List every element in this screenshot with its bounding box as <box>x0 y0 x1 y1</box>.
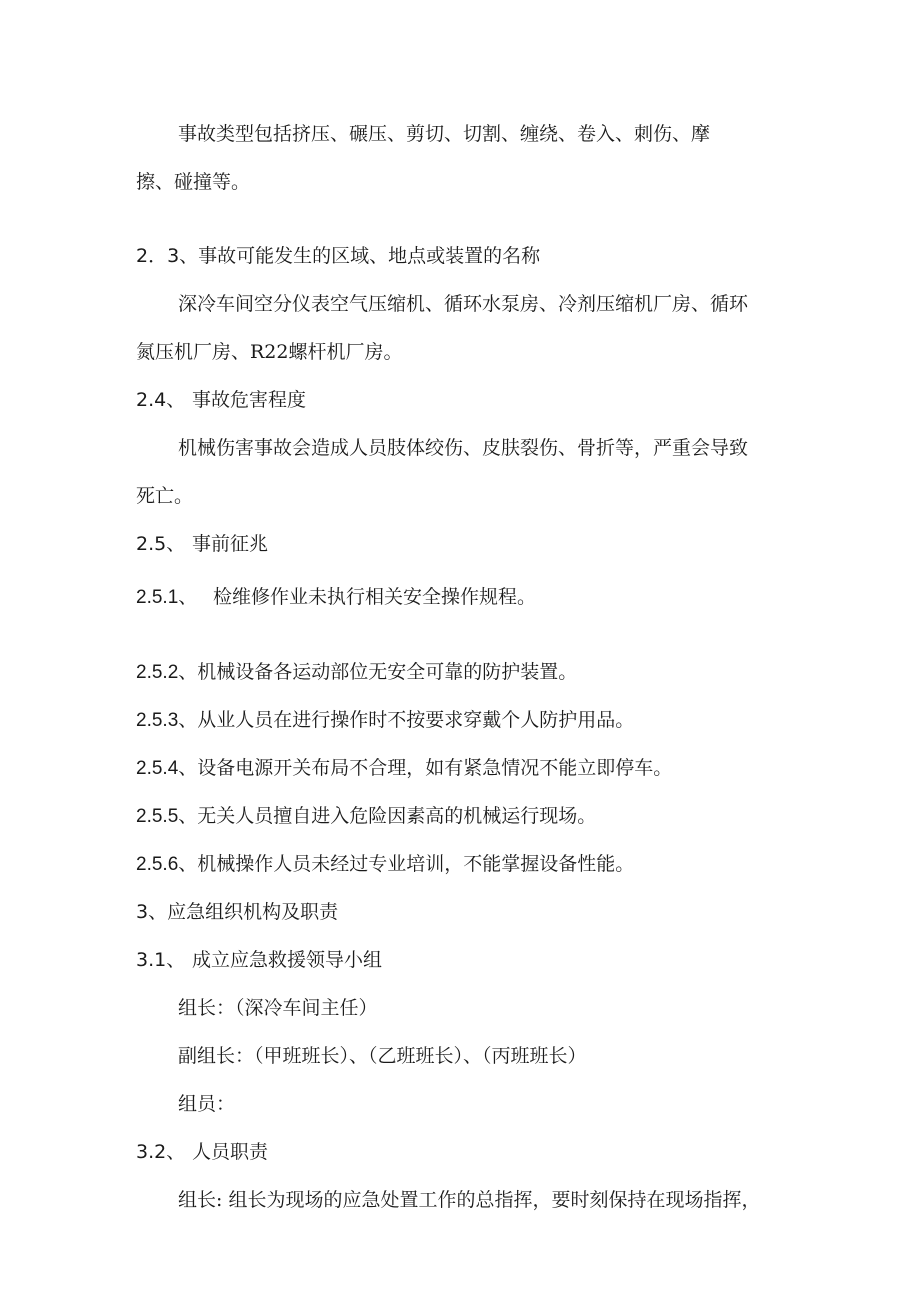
item-text: 从业人员在进行操作时不按要求穿戴个人防护用品。 <box>197 709 635 731</box>
item-number: 2.5.3、 <box>136 710 198 731</box>
list-item <box>136 660 577 685</box>
item-number: 2.5.6、 <box>136 854 198 875</box>
section-heading-3-1 <box>136 948 383 972</box>
section-heading-3-2 <box>136 1140 269 1164</box>
section-number: 3.1、 <box>136 949 186 971</box>
paragraph-line: 组长: 组长为现场的应急处置工作的总指挥，要时刻保持在现场指挥， <box>178 1189 761 1211</box>
item-text: 机械设备各运动部位无安全可靠的防护装置。 <box>197 661 578 683</box>
paragraph-line: 氮压机厂房、R22螺杆机厂房。 <box>136 341 403 363</box>
section-title: 事故危害程度 <box>192 389 307 411</box>
group-members: 组员： <box>178 1093 236 1115</box>
paragraph-line: 擦、碰撞等。 <box>136 171 251 193</box>
list-item <box>136 756 672 781</box>
section-heading-2-3: 2．3、事故可能发生的区域、地点或装置的名称 <box>136 245 541 267</box>
section-title: 人员职责 <box>192 1141 269 1163</box>
list-item <box>136 852 634 877</box>
group-leader: 组长：（深冷车间主任） <box>178 997 378 1019</box>
section-title: 成立应急救援领导小组 <box>192 949 383 971</box>
item-number: 2.5.1、 <box>136 587 198 608</box>
section-heading-3: 3、应急组织机构及职责 <box>136 901 339 923</box>
section-heading-2-4 <box>136 388 307 412</box>
item-number: 2.5.5、 <box>136 806 198 827</box>
list-item <box>136 804 596 829</box>
item-text: 检维修作业未执行相关安全操作规程。 <box>213 586 537 608</box>
item-number: 2.5.4、 <box>136 758 198 779</box>
section-number: 2.4、 <box>136 389 186 411</box>
paragraph-line: 深冷车间空分仪表空气压缩机、循环水泵房、冷剂压缩机厂房、循环 <box>178 293 749 315</box>
section-heading-2-5 <box>136 532 269 556</box>
deputy-leaders: 副组长：（甲班班长）、（乙班班长）、（丙班班长） <box>178 1045 587 1067</box>
paragraph-line: 死亡。 <box>136 485 194 507</box>
section-number: 2.5、 <box>136 533 186 555</box>
item-text: 无关人员擅自进入危险因素高的机械运行现场。 <box>197 805 597 827</box>
item-text: 机械操作人员未经过专业培训，不能掌握设备性能。 <box>197 853 635 875</box>
item-text: 设备电源开关布局不合理，如有紧急情况不能立即停车。 <box>197 757 673 779</box>
paragraph-line: 事故类型包括挤压、碾压、剪切、切割、缠绕、卷入、刺伤、摩 <box>178 123 711 145</box>
section-title: 事前征兆 <box>192 533 269 555</box>
section-number: 3.2、 <box>136 1141 186 1163</box>
paragraph-line: 机械伤害事故会造成人员肢体绞伤、皮肤裂伤、骨折等，严重会导致 <box>178 437 749 459</box>
item-number: 2.5.2、 <box>136 662 198 683</box>
list-item <box>136 708 634 733</box>
list-item <box>136 585 537 610</box>
